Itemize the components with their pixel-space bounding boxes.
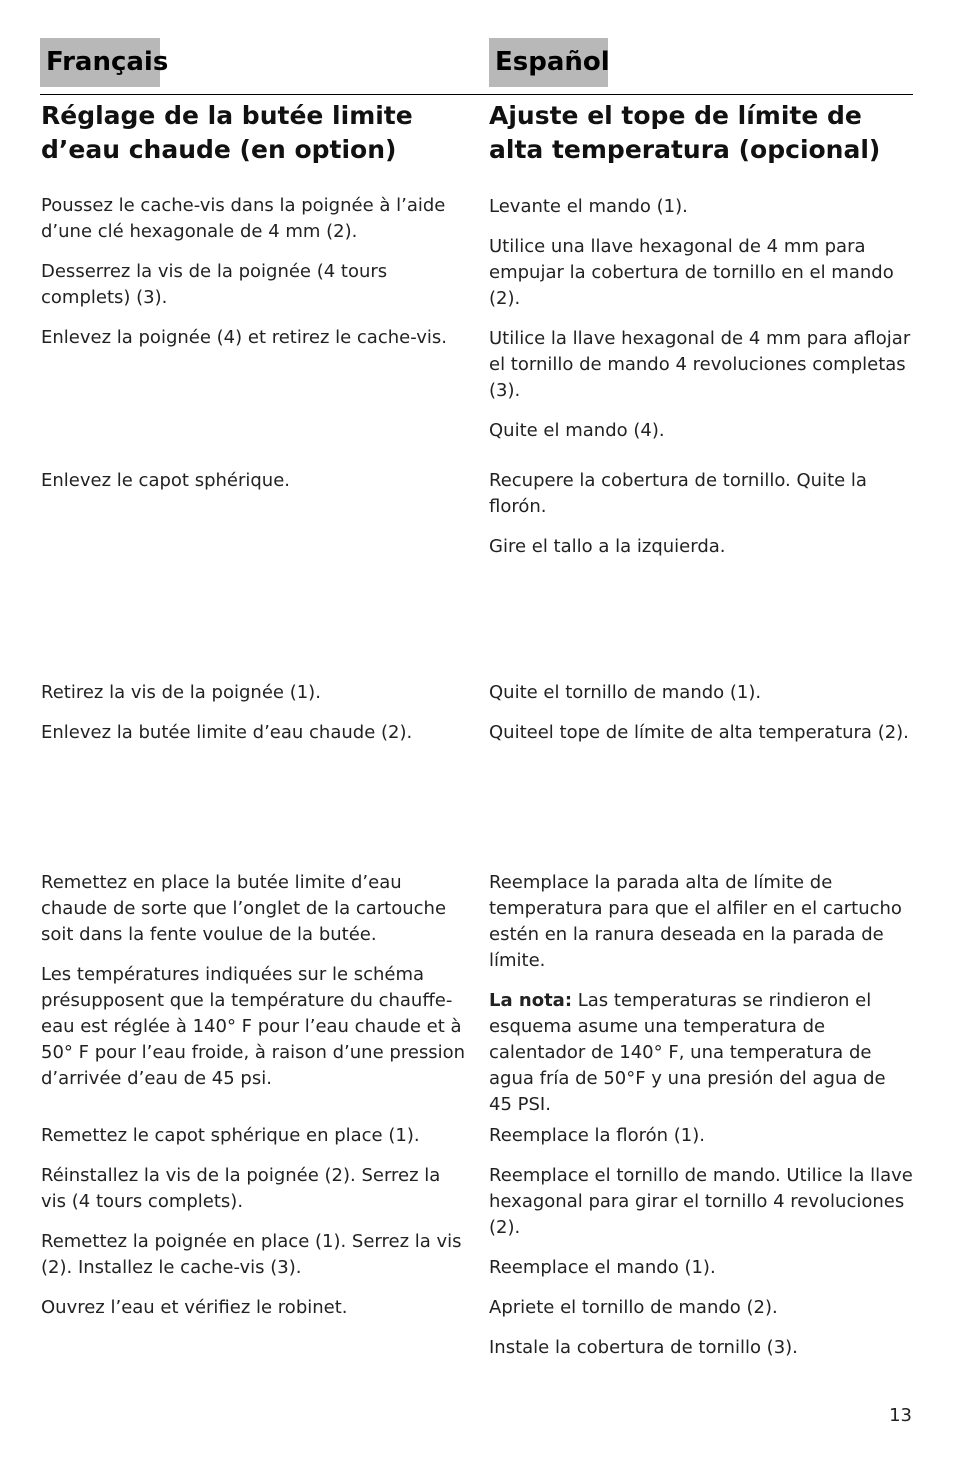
spanish-step-5 [489, 1123, 914, 1375]
paragraph: Quite el tornillo de mando (1). [489, 682, 762, 703]
paragraph: Enlevez la butée limite d’eau chaude (2). [41, 722, 413, 743]
paragraph: Utilice una llave hexagonal de 4 mm para empujar la cobertura de tornillo en el mando (2). [489, 236, 894, 309]
paragraph: Reemplace la parada alta de límite de temperatura para que el alfiler en el cartucho estén en la ranura deseada en la parada de límite. [489, 872, 902, 971]
paragraph: Remettez le capot sphérique en place (1). [41, 1125, 420, 1146]
spanish-step-1 [489, 194, 914, 458]
spanish-step-2 [489, 468, 914, 574]
paragraph: Enlevez le capot sphérique. [41, 470, 291, 491]
page-number: 13 [889, 1405, 912, 1426]
paragraph: Levante el mando (1). [489, 196, 688, 217]
spanish-step-4 [489, 870, 914, 1132]
language-tab-french: Français [40, 38, 160, 87]
paragraph: Poussez le cache-vis dans la poignée à l’aide d’une clé hexagonale de 4 mm (2). [41, 195, 446, 242]
note-label: La nota: [489, 990, 573, 1011]
paragraph: Quite el mando (4). [489, 420, 665, 441]
paragraph: Remettez en place la butée limite d’eau chaude de sorte que l’onglet de la cartouche soit dans la fente voulue de la butée. [41, 872, 447, 945]
french-step-1 [41, 193, 466, 365]
language-tab-spanish: Español [489, 38, 608, 87]
paragraph: Réinstallez la vis de la poignée (2). Serrez la vis (4 tours complets). [41, 1165, 441, 1212]
french-step-2 [41, 468, 466, 508]
french-section-title: Réglage de la butée limite d’eau chaude (en option) [41, 101, 413, 164]
header-divider [40, 94, 913, 95]
french-step-4 [41, 870, 466, 1106]
paragraph: Les températures indiquées sur le schéma présupposent que la température du chauffe-eau est réglée à 140° F pour l’eau chaude et à 50° F pour l’eau froide, à raison d’une pression d’arrivée d’eau de 45 psi. [41, 964, 466, 1089]
paragraph: Ouvrez l’eau et vérifiez le robinet. [41, 1297, 348, 1318]
spanish-section-title: Ajuste el tope de límite de alta temperatura (opcional) [489, 101, 881, 164]
french-step-3 [41, 680, 466, 760]
paragraph: Reemplace el mando (1). [489, 1257, 716, 1278]
paragraph: Apriete el tornillo de mando (2). [489, 1297, 778, 1318]
paragraph: Quiteel tope de límite de alta temperatura (2). [489, 722, 909, 743]
paragraph: Instale la cobertura de tornillo (3). [489, 1337, 798, 1358]
paragraph: Reemplace la florón (1). [489, 1125, 705, 1146]
note-text: Las temperaturas se rindieron el esquema asume una temperatura de calentador de 140° F, una temperatura de agua fría de 50°F y una presión del agua de 45 PSI. [489, 990, 886, 1115]
paragraph: Recupere la cobertura de tornillo. Quite la florón. [489, 470, 867, 517]
paragraph: Desserrez la vis de la poignée (4 tours complets) (3). [41, 261, 388, 308]
spanish-step-3 [489, 680, 914, 760]
paragraph: Remettez la poignée en place (1). Serrez la vis (2). Installez le cache-vis (3). [41, 1231, 462, 1278]
note-paragraph [489, 988, 914, 1118]
paragraph: Gire el tallo a la izquierda. [489, 536, 726, 557]
paragraph: Enlevez la poignée (4) et retirez le cache-vis. [41, 327, 447, 348]
french-step-5 [41, 1123, 466, 1335]
paragraph: Reemplace el tornillo de mando. Utilice la llave hexagonal para girar el tornillo 4 revoluciones (2). [489, 1165, 913, 1238]
paragraph: Utilice la llave hexagonal de 4 mm para aflojar el tornillo de mando 4 revoluciones completas (3). [489, 328, 911, 401]
paragraph: Retirez la vis de la poignée (1). [41, 682, 321, 703]
